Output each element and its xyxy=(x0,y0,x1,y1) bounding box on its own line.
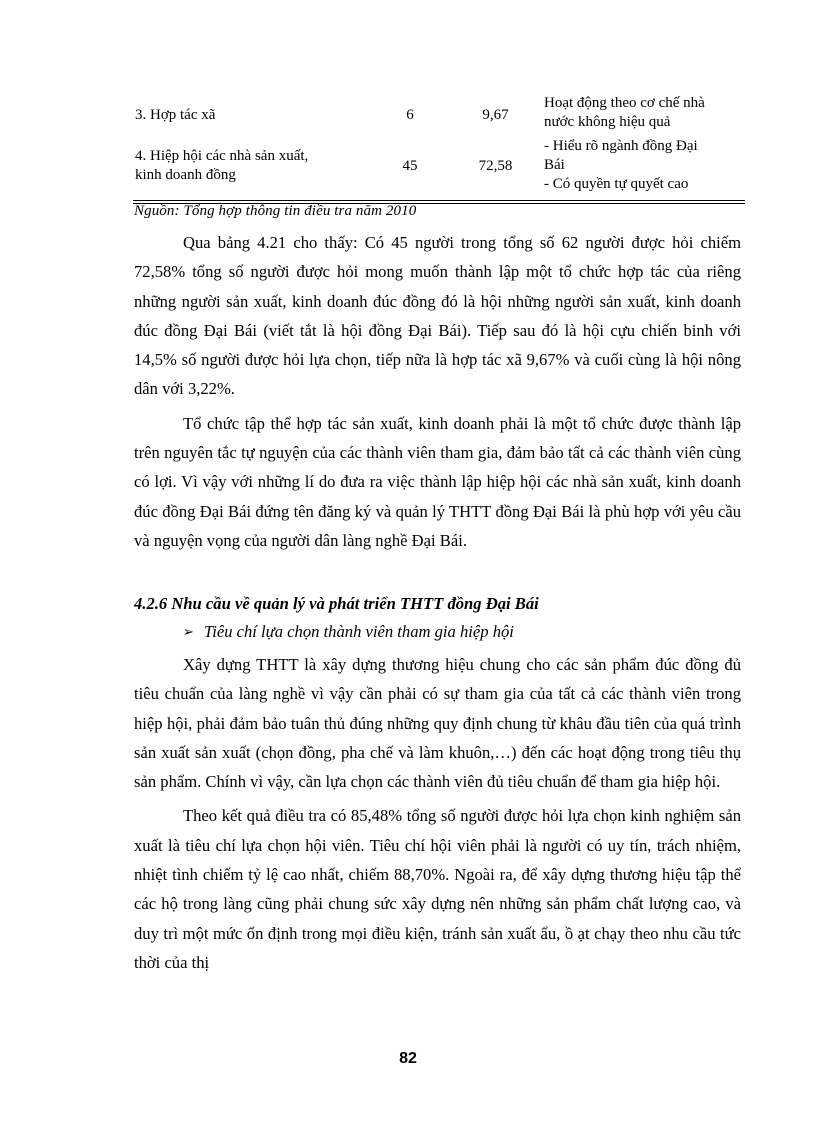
table-cell-name: 4. Hiệp hội các nhà sản xuất, kinh doanh đồng xyxy=(135,148,309,183)
section-heading: 4.2.6 Nhu cầu về quản lý và phát triển THTT đồng Đại Bái xyxy=(134,594,539,613)
body-section-a xyxy=(134,228,741,555)
bullet-heading: ➢ Tiêu chí lựa chọn thành viên tham gia hiệp hội xyxy=(183,622,514,641)
survey-table xyxy=(133,94,745,200)
table-cell-percent: 9,67 xyxy=(482,107,509,123)
table-bottom-rule xyxy=(133,200,745,201)
page-number: 82 xyxy=(399,1050,417,1067)
table-row xyxy=(133,94,745,142)
paragraph: Tổ chức tập thể hợp tác sản xuất, kinh doanh phải là một tổ chức được thành lập trên nguyên tắc tự nguyện của các thành viên tham gia, đảm bảo tất cả các thành viên cùng có lợi. Vì vậy với những lí do đưa ra việc thành lập hiệp hội các nhà sản xuất, kinh doanh đúc đồng Đại Bái đứng tên đăng ký và quản lý THTT đồng Đại Bái là phù hợp với yêu cầu và nguyện vọng của người dân làng nghề Đại Bái. xyxy=(134,413,741,550)
paragraph: Theo kết quả điều tra có 85,48% tổng số người được hỏi lựa chọn kinh nghiệm sản xuất là tiêu chí lựa chọn hội viên. Tiêu chí hội viên phải là người có uy tín, trách nhiệm, nhiệt tình chiếm tỷ lệ cao nhất, chiếm 88,70%. Ngoài ra, để xây dựng thương hiệu tập thể các hộ trong làng cũng phải chung sức xây dựng nên những sản phẩm chất lượng cao, và duy trì một mức ổn định trong mọi điều kiện, tránh sản xuất ẩu, ồ ạt chạy theo nhu cầu tức thời của thị xyxy=(134,806,741,972)
table-cell-note: Hoạt động theo cơ chế nhà nước không hiệu quả xyxy=(544,95,705,130)
table-cell-note: - Hiểu rõ ngành đồng Đại Bái - Có quyền tự quyết cao xyxy=(544,138,698,192)
table-cell-percent: 72,58 xyxy=(478,158,513,174)
table-cell-count: 6 xyxy=(406,107,414,123)
table-cell-name: 3. Hợp tác xã xyxy=(135,107,216,123)
paragraph: Xây dựng THTT là xây dựng thương hiệu chung cho các sản phẩm đúc đồng đủ tiêu chuẩn của làng nghề vì vậy cần phải có sự tham gia của tất cả các thành viên trong hiệp hội, phải đảm bảo tuân thủ đúng những quy định chung từ khâu đầu tiên của quá trình sản xuất sản xuất (chọn đồng, pha chế và làm khuôn,…) đến các hoạt động trong tiêu thụ sản phẩm. Chính vì vậy, cần lựa chọn các thành viên đủ tiêu chuẩn để tham gia hiệp hội. xyxy=(134,655,741,792)
paragraph: Qua bảng 4.21 cho thấy: Có 45 người trong tổng số 62 người được hỏi chiếm 72,58% tổng số người được hỏi mong muốn thành lập một tổ chức hợp tác của riêng những người sản xuất, kinh doanh đúc đồng đó là hội những người sản xuất, kinh doanh đúc đồng Đại Bái (viết tắt là hội đồng Đại Bái). Tiếp sau đó là hội cựu chiến binh với 14,5% số người được hỏi lựa chọn, tiếp nữa là hợp tác xã 9,67% và cuối cùng là hội nông dân với 3,22%. xyxy=(134,233,741,399)
body-section-b xyxy=(134,650,741,977)
table-source: Nguồn: Tổng hợp thông tin điều tra năm 2010 xyxy=(134,203,417,219)
arrow-bullet-icon: ➢ xyxy=(183,624,194,639)
table-cell-count: 45 xyxy=(402,158,418,174)
table-row xyxy=(133,138,745,200)
